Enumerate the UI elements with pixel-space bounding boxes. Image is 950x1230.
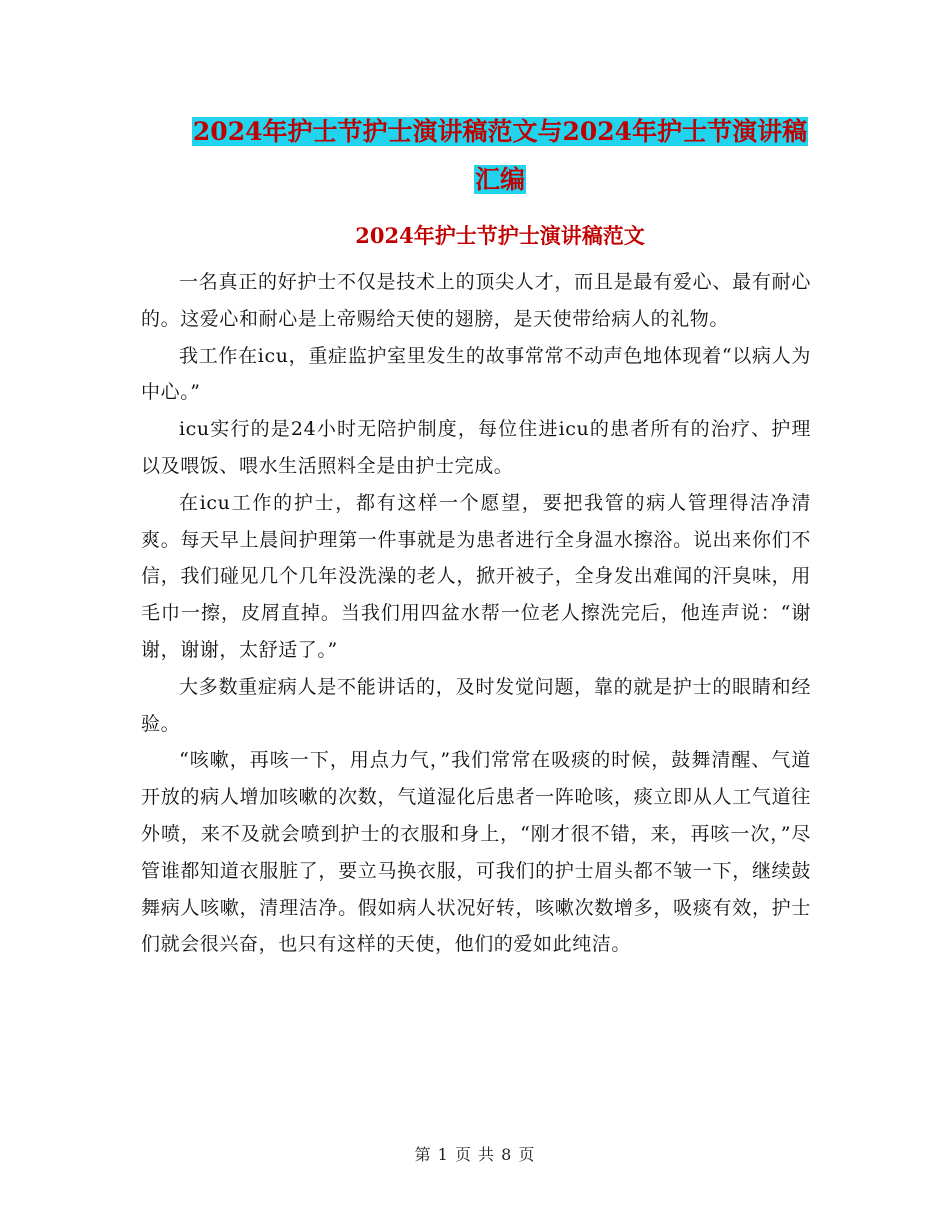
document-body: [141, 264, 811, 963]
document-title: [140, 108, 860, 204]
paragraph: 一名真正的好护士不仅是技术上的顶尖人才，而且是最有爱心、最有耐心的。这爱心和耐心是上帝赐给天使的翅膀，是天使带给病人的礼物。: [141, 271, 811, 330]
paragraph: 我工作在icu，重症监护室里发生的故事常常不动声色地体现着“以病人为中心。”: [141, 344, 811, 404]
page-number-footer: 第 1 页 共 8 页: [414, 1145, 536, 1164]
title-line-1: 2024年护士节护士演讲稿范文与2024年护士节演讲稿: [192, 117, 808, 146]
paragraph: 在icu工作的护士，都有这样一个愿望，要把我管的病人管理得洁净清爽。每天早上晨间护理第一件事就是为患者进行全身温水擦浴。说出来你们不信，我们碰见几个几年没洗澡的老人，掀开被子，全身发出难闻的汗臭味，用毛巾一擦，皮屑直掉。当我们用四盆水帮一位老人擦洗完后，他连声说：“谢谢，谢谢，太舒适了。”: [141, 491, 811, 661]
paragraph: icu实行的是24小时无陪护制度，每位住进icu的患者所有的治疗、护理以及喂饭、喂水生活照料全是由护士完成。: [141, 418, 811, 477]
section-title: 2024年护士节护士演讲稿范文: [355, 223, 645, 248]
paragraph: “咳嗽，再咳一下，用点力气，”我们常常在吸痰的时候，鼓舞清醒、气道开放的病人增加咳嗽的次数，气道湿化后患者一阵呛咳，痰立即从人工气道往外喷，来不及就会喷到护士的衣服和身上，“刚才很不错，来，再咳一次，”尽管谁都知道衣服脏了，要立马换衣服，可我们的护士眉头都不皱一下，继续鼓舞病人咳嗽，清理洁净。假如病人状况好转，咳嗽次数增多，吸痰有效，护士们就会很兴奋，也只有这样的天使，他们的爱如此纯洁。: [141, 749, 811, 956]
paragraph: 大多数重症病人是不能讲话的，及时发觉问题，靠的就是护士的眼睛和经验。: [141, 675, 811, 735]
title-line-2: 汇编: [474, 165, 525, 194]
